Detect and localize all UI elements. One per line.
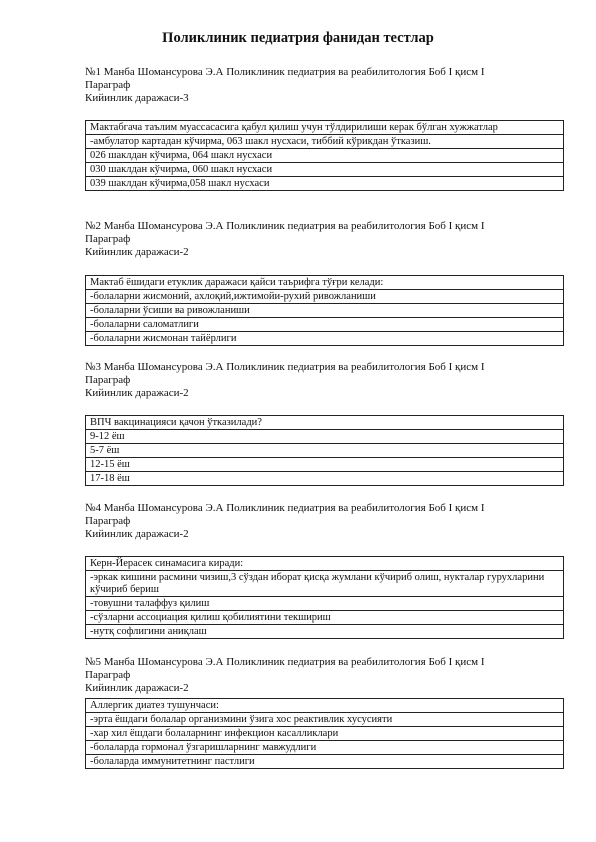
answer-option: 9-12 ёш: [86, 430, 564, 444]
question-3-header: [85, 361, 545, 400]
table-row: [86, 430, 564, 444]
answer-option: -сўзларни ассоциация қилиш қобилиятини текшириш: [86, 611, 564, 625]
table-row: [86, 121, 564, 135]
table-row: [86, 755, 564, 769]
question-difficulty-line: Кийинлик даражаси-3: [85, 92, 189, 104]
answer-option: 030 шаклдан кўчирма, 060 шакл нусхаси: [86, 163, 564, 177]
question-source-line: №4 Манба Шомансурова Э.А Поликлиник педиатрия ва реабилитология Боб I қисм I: [85, 502, 485, 514]
answer-option: -нутқ софлигини аниқлаш: [86, 625, 564, 639]
question-3-table: [85, 415, 564, 486]
question-2-header: [85, 220, 545, 259]
answer-option: -эрта ёшдаги болалар организмини ўзига хос реактивлик хусусияти: [86, 713, 564, 727]
question-source-line: №5 Манба Шомансурова Э.А Поликлиник педиатрия ва реабилитология Боб I қисм I: [85, 656, 485, 668]
answer-option: -амбулатор картадан кўчирма, 063 шакл нусхаси, тиббий кўрикдан ўтказиш.: [86, 135, 564, 149]
table-row: [86, 472, 564, 486]
question-source-line: №3 Манба Шомансурова Э.А Поликлиник педиатрия ва реабилитология Боб I қисм I: [85, 361, 485, 373]
question-1-header: [85, 66, 545, 105]
answer-option: -болаларни жисмонан тайёрлиги: [86, 332, 564, 346]
question-4-header: [85, 502, 545, 541]
question-text: Керн-Йерасек синамасига киради:: [86, 557, 564, 571]
question-difficulty-line: Кийинлик даражаси-2: [85, 387, 189, 399]
table-row: [86, 458, 564, 472]
answer-option: 12-15 ёш: [86, 458, 564, 472]
question-5-table: [85, 698, 564, 769]
question-difficulty-line: Кийинлик даражаси-2: [85, 528, 189, 540]
question-difficulty-line: Кийинлик даражаси-2: [85, 246, 189, 258]
answer-option: -болаларни саломатлиги: [86, 318, 564, 332]
answer-option: 5-7 ёш: [86, 444, 564, 458]
question-difficulty-line: Кийинлик даражаси-2: [85, 682, 189, 694]
question-paragraph-line: Параграф: [85, 374, 131, 386]
table-row: [86, 332, 564, 346]
table-row: [86, 444, 564, 458]
answer-option: -эркак кишини расмини чизиш,3 сўздан иборат қисқа жумлани кўчириб олиш, нукталар гурухларини кўчириб бериш: [86, 571, 564, 597]
table-row: [86, 625, 564, 639]
answer-option: 039 шаклдан кўчирма,058 шакл нусхаси: [86, 177, 564, 191]
question-text: ВПЧ вакцинацияси қачон ўтказилади?: [86, 416, 564, 430]
table-row: [86, 611, 564, 625]
question-text: Мактаб ёшидаги етуклик даражаси қайси таърифга тўғри келади:: [86, 276, 564, 290]
question-4-table: [85, 556, 564, 639]
table-row: [86, 290, 564, 304]
table-row: [86, 318, 564, 332]
table-row: [86, 727, 564, 741]
question-source-line: №2 Манба Шомансурова Э.А Поликлиник педиатрия ва реабилитология Боб I қисм I: [85, 220, 485, 232]
table-row: [86, 699, 564, 713]
answer-option: -хар хил ёшдаги болаларнинг инфекцион касалликлари: [86, 727, 564, 741]
table-row: [86, 713, 564, 727]
page-title: Поликлиник педиатрия фанидан тестлар: [162, 30, 434, 46]
question-paragraph-line: Параграф: [85, 79, 131, 91]
answer-option: -болаларни ўсиши ва ривожланиши: [86, 304, 564, 318]
question-text: Аллергик диатез тушунчаси:: [86, 699, 564, 713]
table-row: [86, 304, 564, 318]
question-text: Мактабгача таълим муассасасига қабул қилиш учун тўлдирилиши керак бўлган хужжатлар: [86, 121, 564, 135]
table-row: [86, 135, 564, 149]
table-row: [86, 177, 564, 191]
question-2-table: [85, 275, 564, 346]
question-5-header: [85, 656, 545, 695]
question-1-table: [85, 120, 564, 191]
table-row: [86, 597, 564, 611]
answer-option: -болаларда гормонал ўзгаришларнинг мавжудлиги: [86, 741, 564, 755]
table-row: [86, 416, 564, 430]
table-row: [86, 557, 564, 571]
question-paragraph-line: Параграф: [85, 669, 131, 681]
answer-option: -болаларни жисмоний, ахлоқий,ижтимойи-рухий ривожланиши: [86, 290, 564, 304]
answer-option: -болаларда иммунитетнинг пастлиги: [86, 755, 564, 769]
table-row: [86, 741, 564, 755]
question-source-line: №1 Манба Шомансурова Э.А Поликлиник педиатрия ва реабилитология Боб I қисм I: [85, 66, 485, 78]
table-row: [86, 276, 564, 290]
answer-option: 17-18 ёш: [86, 472, 564, 486]
question-paragraph-line: Параграф: [85, 233, 131, 245]
table-row: [86, 149, 564, 163]
table-row: [86, 571, 564, 597]
question-paragraph-line: Параграф: [85, 515, 131, 527]
answer-option: -товушни талаффуз қилиш: [86, 597, 564, 611]
table-row: [86, 163, 564, 177]
answer-option: 026 шаклдан кўчирма, 064 шакл нусхаси: [86, 149, 564, 163]
